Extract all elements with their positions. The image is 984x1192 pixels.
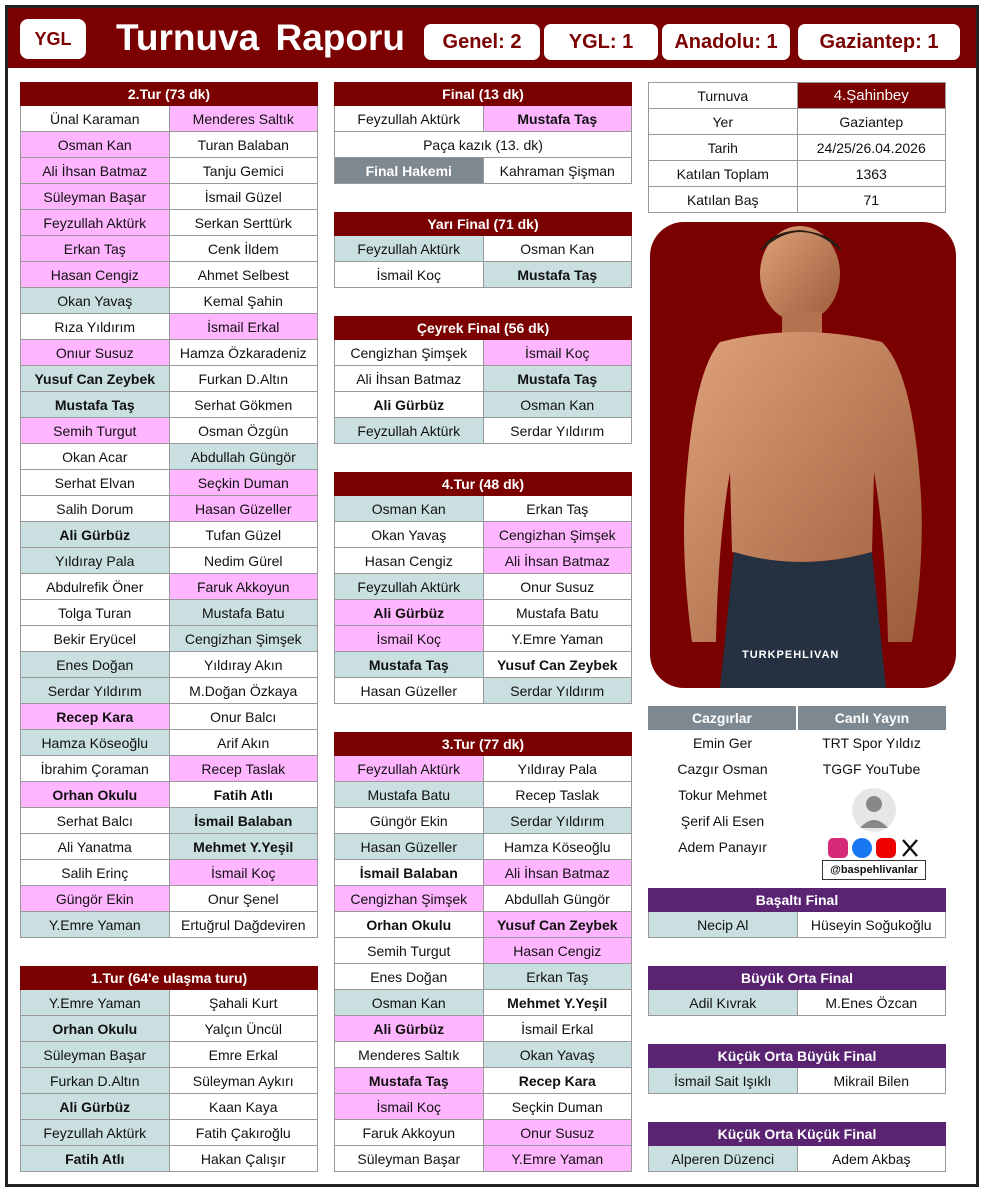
wrestler-name: Mustafa Batu xyxy=(483,600,633,625)
match-row xyxy=(20,600,318,626)
info-label: Katılan Toplam xyxy=(648,161,797,186)
match-row xyxy=(20,912,318,938)
info-value: 24/25/26.04.2026 xyxy=(797,135,947,160)
tournament-info-table xyxy=(648,82,946,213)
wrestler-name: Y.Emre Yaman xyxy=(20,990,169,1015)
wrestler-name: Süleyman Başar xyxy=(334,1146,483,1171)
wrestler-name: Serhat Gökmen xyxy=(169,392,319,417)
match-row xyxy=(334,1094,632,1120)
match-row xyxy=(334,262,632,288)
match-row xyxy=(20,392,318,418)
announcer-name: Cazgır Osman xyxy=(648,756,797,782)
wrestler-name: Fatih Atlı xyxy=(20,1146,169,1171)
match-row xyxy=(20,990,318,1016)
wrestler-name: Yusuf Can Zeybek xyxy=(483,912,633,937)
wrestler-name: Emre Erkal xyxy=(169,1042,319,1067)
wrestler-name: Güngör Ekin xyxy=(334,808,483,833)
wrestler-name: Okan Yavaş xyxy=(334,522,483,547)
wrestler-name: Yusuf Can Zeybek xyxy=(20,366,169,391)
wrestler-name: Mustafa Batu xyxy=(169,600,319,625)
wrestler-name: Y.Emre Yaman xyxy=(20,912,169,937)
round3-title: 3.Tur (77 dk) xyxy=(334,732,632,756)
finalist-b: Hüseyin Soğukoğlu xyxy=(797,912,947,937)
buyuk-orta-final-title: Büyük Orta Final xyxy=(648,966,946,990)
match-row xyxy=(20,288,318,314)
wrestler-name: Recep Kara xyxy=(483,1068,633,1093)
wrestler-name: Orhan Okulu xyxy=(20,1016,169,1041)
wrestler-name: Serdar Yıldırım xyxy=(483,418,633,443)
stat-anadolu: Anadolu: 1 xyxy=(662,24,790,60)
match-row xyxy=(334,990,632,1016)
wrestler-name: Salih Erinç xyxy=(20,860,169,885)
wrestler-name: Orhan Okulu xyxy=(334,912,483,937)
finalist-a: İsmail Sait Işıklı xyxy=(648,1068,797,1093)
wrestler-name: Cengizhan Şimşek xyxy=(169,626,319,651)
wrestler-name: Recep Kara xyxy=(20,704,169,729)
announcer-name: Adem Panayır xyxy=(648,834,797,860)
wrestler-name: Ahmet Selbest xyxy=(169,262,319,287)
match-row xyxy=(20,1146,318,1172)
wrestler-name: Ali Yanatma xyxy=(20,834,169,859)
round2-title: 2.Tur (73 dk) xyxy=(20,82,318,106)
wrestler-name: İsmail Balaban xyxy=(334,860,483,885)
round2-table xyxy=(20,82,318,938)
wrestler-name: Enes Doğan xyxy=(334,964,483,989)
wrestler-name: Hasan Cengiz xyxy=(20,262,169,287)
wrestler-name: Hakan Çalışır xyxy=(169,1146,319,1171)
kucuk-orta-buyuk-final-table xyxy=(648,1044,946,1094)
wrestler-name: Tolga Turan xyxy=(20,600,169,625)
wrestler-name: Ali Gürbüz xyxy=(334,1016,483,1041)
wrestler-name: Kemal Şahin xyxy=(169,288,319,313)
announcers-header: Cazgırlar xyxy=(648,706,796,730)
match-row xyxy=(334,496,632,522)
wrestler-name: İsmail Güzel xyxy=(169,184,319,209)
round1-title: 1.Tur (64'e ulaşma turu) xyxy=(20,966,318,990)
match-row xyxy=(334,392,632,418)
match-row xyxy=(20,652,318,678)
basalti-final-title: Başaltı Final xyxy=(648,888,946,912)
final-title: Final (13 dk) xyxy=(334,82,632,106)
wrestler-name: Semih Turgut xyxy=(20,418,169,443)
match-row xyxy=(334,1042,632,1068)
wrestler-name: Y.Emre Yaman xyxy=(483,626,633,651)
wrestler-name: Feyzullah Aktürk xyxy=(20,1120,169,1145)
wrestler-name: Ünal Karaman xyxy=(20,106,169,131)
broadcast-channel: TGGF YouTube xyxy=(797,756,946,782)
match-row xyxy=(334,678,632,704)
wrestler-name: Abdullah Güngör xyxy=(483,886,633,911)
kucuk-orta-buyuk-final-title: Küçük Orta Büyük Final xyxy=(648,1044,946,1068)
wrestler-name: Recep Taslak xyxy=(169,756,319,781)
wrestler-name: Ali İhsan Batmaz xyxy=(20,158,169,183)
social-handle: @baspehlivanlar xyxy=(822,860,926,880)
wrestler-name: Feyzullah Aktürk xyxy=(334,574,483,599)
wrestler-name: Ertuğrul Dağdeviren xyxy=(169,912,319,937)
round3-table xyxy=(334,732,632,1172)
match-row xyxy=(334,938,632,964)
wrestler-name: İbrahim Çoraman xyxy=(20,756,169,781)
wrestler-name: Serkan Serttürk xyxy=(169,210,319,235)
wrestler-name: Mustafa Taş xyxy=(483,262,633,287)
match-row xyxy=(20,366,318,392)
match-row xyxy=(20,106,318,132)
match-row xyxy=(20,1120,318,1146)
wrestler-name: Fatih Çakıroğlu xyxy=(169,1120,319,1145)
wrestler-name: Serdar Yıldırım xyxy=(483,678,633,703)
match-row xyxy=(20,574,318,600)
match-row xyxy=(20,1094,318,1120)
match-row xyxy=(20,704,318,730)
match-row xyxy=(334,340,632,366)
wrestler-name: Erkan Taş xyxy=(483,964,633,989)
wrestler-name: Okan Yavaş xyxy=(20,288,169,313)
match-row xyxy=(20,418,318,444)
wrestler-name: Menderes Saltık xyxy=(334,1042,483,1067)
match-row xyxy=(20,678,318,704)
wrestler-name: Hamza Köseoğlu xyxy=(20,730,169,755)
wrestler-name: Fatih Atlı xyxy=(169,782,319,807)
wrestler-name: Mehmet Y.Yeşil xyxy=(483,990,633,1015)
finalist-b: Mikrail Bilen xyxy=(797,1068,947,1093)
match-row xyxy=(20,860,318,886)
wrestler-name: Şahali Kurt xyxy=(169,990,319,1015)
facebook-icon[interactable] xyxy=(852,838,872,858)
wrestler-name: Osman Kan xyxy=(334,990,483,1015)
kucuk-orta-kucuk-final-title: Küçük Orta Küçük Final xyxy=(648,1122,946,1146)
match-row xyxy=(334,1068,632,1094)
portrait-icon xyxy=(822,786,926,838)
match-row xyxy=(334,782,632,808)
match-row xyxy=(334,366,632,392)
wrestler-name: Süleyman Aykırı xyxy=(169,1068,319,1093)
match-row xyxy=(20,210,318,236)
wrestler-name: İsmail Erkal xyxy=(483,1016,633,1041)
info-label: Turnuva xyxy=(648,83,797,108)
kucuk-orta-kucuk-final-table xyxy=(648,1122,946,1172)
wrestler-name: Onıur Susuz xyxy=(20,340,169,365)
wrestler-name: Serdar Yıldırım xyxy=(20,678,169,703)
wrestler-name: Cengizhan Şimşek xyxy=(334,886,483,911)
match-row xyxy=(334,756,632,782)
wrestler-name: Erkan Taş xyxy=(483,496,633,521)
quarterfinal-title: Çeyrek Final (56 dk) xyxy=(334,316,632,340)
announcer-name: Tokur Mehmet xyxy=(648,782,797,808)
wrestler-name: Osman Kan xyxy=(483,392,633,417)
match-row xyxy=(20,834,318,860)
match-row xyxy=(334,964,632,990)
match-row xyxy=(334,574,632,600)
wrestler-name: Onur Susuz xyxy=(483,1120,633,1145)
wrestler-name: Ali Gürbüz xyxy=(334,600,483,625)
match-row xyxy=(20,262,318,288)
wrestler-name: Hasan Güzeller xyxy=(334,678,483,703)
wrestler-name: Osman Kan xyxy=(483,236,633,261)
wrestler-name: Hasan Güzeller xyxy=(169,496,319,521)
wrestler-name: Yusuf Can Zeybek xyxy=(483,652,633,677)
stat-ygl: YGL: 1 xyxy=(544,24,658,60)
info-label: Yer xyxy=(648,109,797,134)
photo-watermark: TURKPEHLIVAN xyxy=(742,649,840,661)
wrestler-name: Kaan Kaya xyxy=(169,1094,319,1119)
round4-title: 4.Tur (48 dk) xyxy=(334,472,632,496)
wrestler-name: Süleyman Başar xyxy=(20,184,169,209)
info-value-tournament: 4.Şahinbey xyxy=(797,83,947,108)
final-wrestler-a: Feyzullah Aktürk xyxy=(334,106,483,131)
ygl-badge: YGL xyxy=(20,19,86,59)
finalist-a: Necip Al xyxy=(648,912,797,937)
wrestler-name: İsmail Koç xyxy=(334,262,483,287)
wrestler-name: Salih Dorum xyxy=(20,496,169,521)
wrestler-name: Feyzullah Aktürk xyxy=(20,210,169,235)
wrestler-name: Cengizhan Şimşek xyxy=(334,340,483,365)
wrestler-name: Bekir Eryücel xyxy=(20,626,169,651)
wrestler-name: Ali Gürbüz xyxy=(334,392,483,417)
wrestler-name: Feyzullah Aktürk xyxy=(334,236,483,261)
wrestler-name: Enes Doğan xyxy=(20,652,169,677)
wrestler-name: Feyzullah Aktürk xyxy=(334,756,483,781)
broadcast-header: Canlı Yayın xyxy=(798,706,946,730)
wrestler-name: Feyzullah Aktürk xyxy=(334,418,483,443)
broadcast-channel: TRT Spor Yıldız xyxy=(797,730,946,756)
wrestler-photo xyxy=(650,222,956,688)
match-row xyxy=(20,1068,318,1094)
wrestler-name: Süleyman Başar xyxy=(20,1042,169,1067)
info-value: Gaziantep xyxy=(797,109,947,134)
wrestler-name: Mehmet Y.Yeşil xyxy=(169,834,319,859)
wrestler-name: Osman Özgün xyxy=(169,418,319,443)
wrestler-name: İsmail Koç xyxy=(334,626,483,651)
wrestler-name: Mustafa Taş xyxy=(334,652,483,677)
wrestler-name: Faruk Akkoyun xyxy=(334,1120,483,1145)
match-row xyxy=(20,522,318,548)
match-row xyxy=(334,626,632,652)
wrestler-name: Furkan D.Altın xyxy=(169,366,319,391)
wrestler-name: Mustafa Taş xyxy=(334,1068,483,1093)
match-row xyxy=(20,782,318,808)
final-wrestler-b: Mustafa Taş xyxy=(483,106,633,131)
info-label: Katılan Baş xyxy=(648,187,797,212)
wrestler-name: Güngör Ekin xyxy=(20,886,169,911)
round4-table xyxy=(334,472,632,704)
wrestler-name: Hasan Güzeller xyxy=(334,834,483,859)
wrestler-name: Serdar Yıldırım xyxy=(483,808,633,833)
announcer-name: Şerif Ali Esen xyxy=(648,808,797,834)
wrestler-name: İsmail Koç xyxy=(334,1094,483,1119)
wrestler-name: Ali Gürbüz xyxy=(20,522,169,547)
match-row xyxy=(334,808,632,834)
info-label: Tarih xyxy=(648,135,797,160)
wrestler-name: Menderes Saltık xyxy=(169,106,319,131)
match-row xyxy=(334,1120,632,1146)
final-referee: Kahraman Şişman xyxy=(483,158,633,183)
match-row xyxy=(334,834,632,860)
wrestler-name: Mustafa Taş xyxy=(483,366,633,391)
match-row xyxy=(20,808,318,834)
stat-gaziantep: Gaziantep: 1 xyxy=(798,24,960,60)
info-value: 71 xyxy=(797,187,947,212)
wrestler-name: İsmail Koç xyxy=(483,340,633,365)
wrestler-name: Hasan Cengiz xyxy=(334,548,483,573)
match-row xyxy=(20,340,318,366)
round1-table xyxy=(20,966,318,1172)
wrestler-name: Onur Balcı xyxy=(169,704,319,729)
match-row xyxy=(334,1146,632,1172)
announcer-name: Emin Ger xyxy=(648,730,797,756)
wrestler-name: Nedim Gürel xyxy=(169,548,319,573)
final-result: Paça kazık (13. dk) xyxy=(334,132,632,157)
wrestler-name: Cengizhan Şimşek xyxy=(483,522,633,547)
wrestler-name: Osman Kan xyxy=(20,132,169,157)
match-row xyxy=(334,1016,632,1042)
wrestler-name: Okan Acar xyxy=(20,444,169,469)
match-row xyxy=(334,652,632,678)
match-row xyxy=(334,548,632,574)
match-row xyxy=(334,886,632,912)
finalist-a: Alperen Düzenci xyxy=(648,1146,797,1171)
match-row xyxy=(334,522,632,548)
wrestler-name: Ali Gürbüz xyxy=(20,1094,169,1119)
wrestler-name: Ali İhsan Batmaz xyxy=(483,860,633,885)
match-row xyxy=(20,626,318,652)
match-row xyxy=(20,236,318,262)
wrestler-name: Semih Turgut xyxy=(334,938,483,963)
match-row xyxy=(20,132,318,158)
x-icon[interactable] xyxy=(900,838,920,858)
wrestler-name: Serhat Elvan xyxy=(20,470,169,495)
final-referee-label: Final Hakemi xyxy=(334,158,483,183)
wrestler-name: Okan Yavaş xyxy=(483,1042,633,1067)
wrestler-name: Recep Taslak xyxy=(483,782,633,807)
match-row xyxy=(334,418,632,444)
wrestler-name: Yalçın Üncül xyxy=(169,1016,319,1041)
semifinal-table xyxy=(334,212,632,288)
wrestler-name: Onur Susuz xyxy=(483,574,633,599)
wrestler-name: İsmail Koç xyxy=(169,860,319,885)
match-row xyxy=(20,496,318,522)
wrestler-name: Orhan Okulu xyxy=(20,782,169,807)
finalist-b: Adem Akbaş xyxy=(797,1146,947,1171)
match-row xyxy=(334,236,632,262)
finalist-b: M.Enes Özcan xyxy=(797,990,947,1015)
quarterfinal-table xyxy=(334,316,632,444)
wrestler-name: Hamza Köseoğlu xyxy=(483,834,633,859)
buyuk-orta-final-table xyxy=(648,966,946,1016)
final-table xyxy=(334,82,632,184)
wrestler-name: Mustafa Taş xyxy=(20,392,169,417)
wrestler-name: Hamza Özkaradeniz xyxy=(169,340,319,365)
youtube-icon[interactable] xyxy=(876,838,896,858)
match-row xyxy=(20,756,318,782)
wrestler-name: Yıldıray Pala xyxy=(20,548,169,573)
wrestler-name: Arif Akın xyxy=(169,730,319,755)
match-row xyxy=(20,1016,318,1042)
wrestler-name: Ali İhsan Batmaz xyxy=(334,366,483,391)
wrestler-name: Tufan Güzel xyxy=(169,522,319,547)
match-row xyxy=(20,1042,318,1068)
wrestler-name: Rıza Yıldırım xyxy=(20,314,169,339)
match-row xyxy=(334,600,632,626)
page-title: Turnuva Raporu xyxy=(116,17,405,58)
header-bar xyxy=(8,8,976,68)
match-row xyxy=(20,444,318,470)
wrestler-name: M.Doğan Özkaya xyxy=(169,678,319,703)
stat-genel: Genel: 2 xyxy=(424,24,540,60)
match-row xyxy=(334,860,632,886)
match-row xyxy=(20,314,318,340)
match-row xyxy=(20,158,318,184)
wrestler-name: Turan Balaban xyxy=(169,132,319,157)
wrestler-name: Yıldıray Akın xyxy=(169,652,319,677)
match-row xyxy=(20,886,318,912)
wrestler-name: Osman Kan xyxy=(334,496,483,521)
wrestler-figure-icon xyxy=(650,222,956,688)
match-row xyxy=(20,730,318,756)
match-row xyxy=(20,184,318,210)
wrestler-name: Furkan D.Altın xyxy=(20,1068,169,1093)
wrestler-name: Faruk Akkoyun xyxy=(169,574,319,599)
info-value: 1363 xyxy=(797,161,947,186)
social-box xyxy=(822,786,926,880)
wrestler-name: Abdullah Güngör xyxy=(169,444,319,469)
wrestler-name: Seçkin Duman xyxy=(169,470,319,495)
match-row xyxy=(20,548,318,574)
wrestler-name: İsmail Erkal xyxy=(169,314,319,339)
finalist-a: Adil Kıvrak xyxy=(648,990,797,1015)
wrestler-name: Ali İhsan Batmaz xyxy=(483,548,633,573)
match-row xyxy=(20,470,318,496)
instagram-icon[interactable] xyxy=(828,838,848,858)
wrestler-name: Erkan Taş xyxy=(20,236,169,261)
wrestler-name: Mustafa Batu xyxy=(334,782,483,807)
wrestler-name: Y.Emre Yaman xyxy=(483,1146,633,1171)
basalti-final-table xyxy=(648,888,946,938)
wrestler-name: Cenk İldem xyxy=(169,236,319,261)
wrestler-name: Yıldıray Pala xyxy=(483,756,633,781)
wrestler-name: İsmail Balaban xyxy=(169,808,319,833)
match-row xyxy=(334,912,632,938)
wrestler-name: Tanju Gemici xyxy=(169,158,319,183)
semifinal-title: Yarı Final (71 dk) xyxy=(334,212,632,236)
wrestler-name: Onur Şenel xyxy=(169,886,319,911)
wrestler-name: Hasan Cengiz xyxy=(483,938,633,963)
wrestler-name: Serhat Balcı xyxy=(20,808,169,833)
wrestler-name: Abdulrefik Öner xyxy=(20,574,169,599)
wrestler-name: Seçkin Duman xyxy=(483,1094,633,1119)
